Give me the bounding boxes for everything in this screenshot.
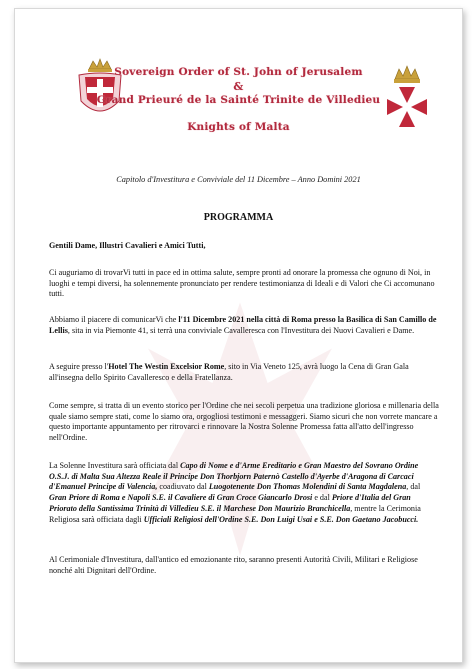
header-ampersand: & — [233, 80, 244, 93]
event-subtitle: Capitolo d'Investitura e Conviviale del 11 Dicembre – Anno Domini 2021 — [116, 175, 361, 184]
header-title-order: Sovereign Order of St. John of Jerusalem — [114, 66, 363, 78]
paragraph-dinner: A seguire presso l'Hotel The Westin Excelsior Rome, sito in Via Veneto 125, avrà luogo la Cena di Gran Gala all'insegna dello Spirito Cavalleresco e della Fratellanza. — [49, 362, 409, 382]
paragraph-greetings: Ci auguriamo di trovarVi tutti in pace ed in ottima salute, sempre pronti ad onorare la promessa che ognuno di Noi, in luoghi e tempi diversi, ha solennemente pronunciato per rendere testimonianza di Ideali e di Valori che Ci accomunano tutti. — [49, 268, 435, 299]
paragraph-investiture: La Solenne Investitura sarà officiata dal Capo di Nome e d'Arme Ereditario e Gran Maestro del Sovrano Ordine O.S.J. di Malta Sua Altezza Reale il Principe Don Thorbjorn Paternò Castello d'Ayerbe d'Aragona di Carcaci d'Emanuel Principe di Valencia, coadiuvato dal Luogotenente Don Thomas Molendini di Santa Magdalena, dal Gran Priore di Roma e Napoli S.E. il Cavaliere di Gran Croce Giancarlo Drosi e dal Priore d'Italia del Gran Priorato della Santissima Trinità di Villedieu S.E. il Marchese Don Maurizio Branchicella, mentre la Cerimonia Religiosa sarà officiata dagli Ufficiali Religiosi dell'Ordine S.E. Don Luigi Usai e S.E. Don Gaetano Jacobucci. — [49, 461, 421, 524]
paragraph-ceremony-guests: Al Cerimoniale d'Investitura, dall'antico ed emozionante rito, saranno presenti Autorità Civili, Militari e Religiose nonché alti Dignitari dell'Ordine. — [49, 555, 418, 575]
greeting: Gentili Dame, Illustri Cavalieri e Amici Tutti, — [49, 241, 206, 250]
header-title-prieure: Grand Prieuré de la Sainté Trinite de Villedieu — [96, 94, 381, 106]
paragraph-event-date: Abbiamo il piacere di comunicarVi che l'11 Dicembre 2021 nella città di Roma presso la Basilica di San Camillo de Lellis, sita in via Piemonte 41, si terrà una conviviale Cavalleresca con l'Investitura dei Nuovi Cavalieri e Dame. — [49, 315, 437, 335]
paragraph-tradition: Come sempre, si tratta di un evento storico per l'Ordine che nei secoli perpetua una tradizione gloriosa e millenaria della quale siamo sempre stati, come lo siamo ora, orgogliosi testimoni e messaggeri. Siamo sicuri che non vorrete mancare a questo importante appuntamento per ritrovarci e rinnovare la Nostra Solenne Promessa fatta all'atto dell'ingresso nell'Ordine. — [49, 401, 439, 443]
programma-heading: PROGRAMMA — [203, 212, 274, 223]
header-title-knights: Knights of Malta — [187, 121, 290, 133]
document-page — [14, 8, 463, 663]
